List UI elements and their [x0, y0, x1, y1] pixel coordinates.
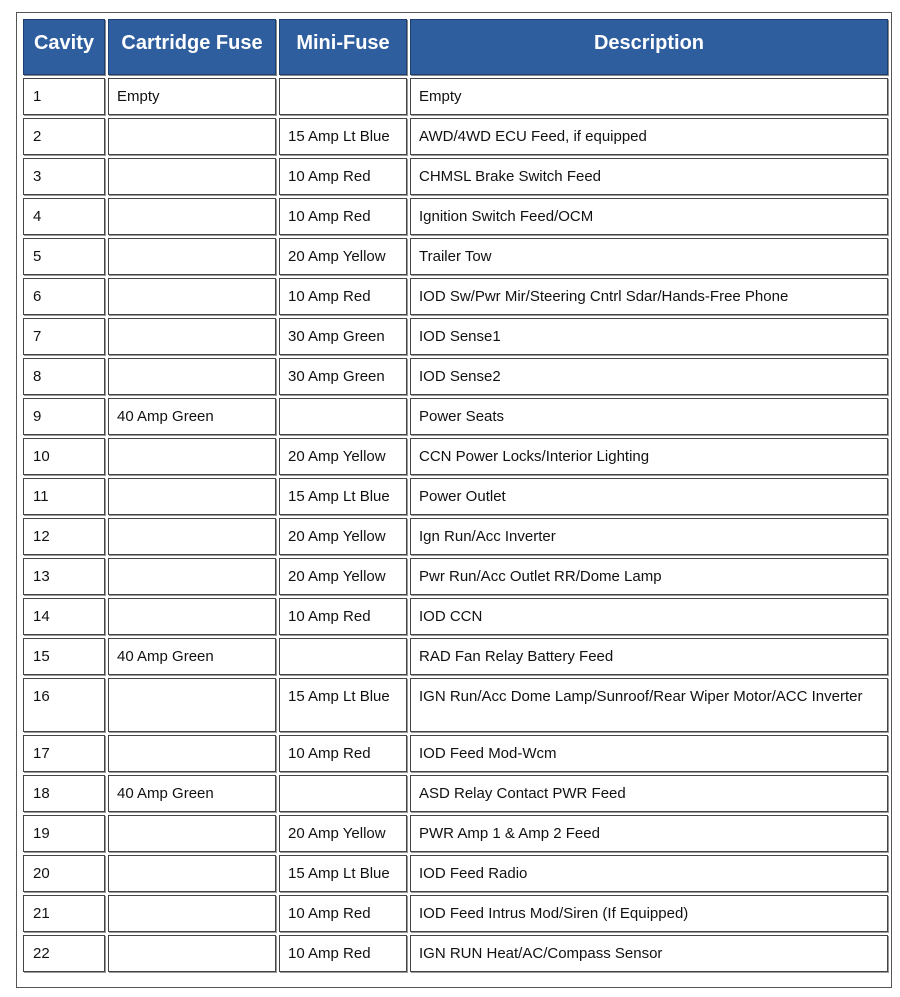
cell-mini-fuse: 20 Amp Yellow	[279, 238, 407, 275]
cell-description: Ignition Switch Feed/OCM	[410, 198, 888, 235]
cell-mini-fuse: 15 Amp Lt Blue	[279, 478, 407, 515]
cell-mini-fuse	[279, 775, 407, 812]
cell-cartridge-fuse	[108, 358, 276, 395]
cell-cavity: 21	[23, 895, 105, 932]
table-row	[23, 398, 888, 435]
cell-description: Power Seats	[410, 398, 888, 435]
cell-cartridge-fuse	[108, 558, 276, 595]
cell-cavity: 20	[23, 855, 105, 892]
cell-cavity: 13	[23, 558, 105, 595]
table-row	[23, 678, 888, 732]
cell-description: IOD Feed Mod-Wcm	[410, 735, 888, 772]
cell-cavity: 9	[23, 398, 105, 435]
cell-description: IOD Feed Radio	[410, 855, 888, 892]
cell-cavity: 6	[23, 278, 105, 315]
cell-cavity: 10	[23, 438, 105, 475]
table-row	[23, 358, 888, 395]
cell-cartridge-fuse	[108, 935, 276, 972]
fuse-table	[20, 16, 891, 975]
cell-cavity: 8	[23, 358, 105, 395]
cell-mini-fuse: 30 Amp Green	[279, 318, 407, 355]
cell-mini-fuse: 10 Amp Red	[279, 935, 407, 972]
cell-cartridge-fuse: 40 Amp Green	[108, 638, 276, 675]
cell-mini-fuse: 10 Amp Red	[279, 278, 407, 315]
cell-mini-fuse: 15 Amp Lt Blue	[279, 855, 407, 892]
cell-description: ASD Relay Contact PWR Feed	[410, 775, 888, 812]
cell-cavity: 12	[23, 518, 105, 555]
table-row	[23, 278, 888, 315]
cell-cavity: 15	[23, 638, 105, 675]
cell-cavity: 16	[23, 678, 105, 732]
table-row	[23, 855, 888, 892]
cell-cavity: 18	[23, 775, 105, 812]
table-row	[23, 895, 888, 932]
cell-mini-fuse	[279, 398, 407, 435]
cell-cartridge-fuse	[108, 118, 276, 155]
cell-cartridge-fuse	[108, 278, 276, 315]
cell-description: IOD CCN	[410, 598, 888, 635]
cell-cartridge-fuse	[108, 855, 276, 892]
table-row	[23, 598, 888, 635]
cell-mini-fuse: 15 Amp Lt Blue	[279, 678, 407, 732]
cell-cavity: 17	[23, 735, 105, 772]
table-row	[23, 735, 888, 772]
cell-cavity: 22	[23, 935, 105, 972]
cell-mini-fuse: 10 Amp Red	[279, 198, 407, 235]
cell-cartridge-fuse	[108, 318, 276, 355]
cell-description: IOD Sw/Pwr Mir/Steering Cntrl Sdar/Hands-Free Phone	[410, 278, 888, 315]
cell-description: Empty	[410, 78, 888, 115]
cell-mini-fuse	[279, 78, 407, 115]
table-row	[23, 158, 888, 195]
cell-cartridge-fuse	[108, 438, 276, 475]
cell-cartridge-fuse	[108, 598, 276, 635]
cell-cartridge-fuse	[108, 238, 276, 275]
cell-cartridge-fuse	[108, 158, 276, 195]
cell-mini-fuse: 10 Amp Red	[279, 158, 407, 195]
cell-description: PWR Amp 1 & Amp 2 Feed	[410, 815, 888, 852]
cell-description: IOD Feed Intrus Mod/Siren (If Equipped)	[410, 895, 888, 932]
table-row	[23, 518, 888, 555]
cell-mini-fuse	[279, 638, 407, 675]
cell-description: Power Outlet	[410, 478, 888, 515]
table-row	[23, 438, 888, 475]
cell-cavity: 4	[23, 198, 105, 235]
cell-cavity: 3	[23, 158, 105, 195]
table-body	[23, 78, 888, 972]
cell-mini-fuse: 15 Amp Lt Blue	[279, 118, 407, 155]
cell-cartridge-fuse: 40 Amp Green	[108, 398, 276, 435]
table-row	[23, 775, 888, 812]
cell-cartridge-fuse	[108, 735, 276, 772]
header-description: Description	[410, 19, 888, 75]
cell-description: IOD Sense2	[410, 358, 888, 395]
cell-cavity: 5	[23, 238, 105, 275]
table-row	[23, 238, 888, 275]
header-mini-fuse: Mini-Fuse	[279, 19, 407, 75]
table-row	[23, 78, 888, 115]
table-row	[23, 935, 888, 972]
table-row	[23, 118, 888, 155]
cell-cavity: 2	[23, 118, 105, 155]
header-row	[23, 19, 888, 75]
cell-cartridge-fuse: 40 Amp Green	[108, 775, 276, 812]
cell-mini-fuse: 20 Amp Yellow	[279, 438, 407, 475]
cell-cavity: 19	[23, 815, 105, 852]
cell-cavity: 7	[23, 318, 105, 355]
header-cavity: Cavity	[23, 19, 105, 75]
cell-description: CHMSL Brake Switch Feed	[410, 158, 888, 195]
cell-mini-fuse: 10 Amp Red	[279, 598, 407, 635]
cell-cartridge-fuse	[108, 895, 276, 932]
cell-cartridge-fuse: Empty	[108, 78, 276, 115]
cell-mini-fuse: 20 Amp Yellow	[279, 518, 407, 555]
cell-description: IGN Run/Acc Dome Lamp/Sunroof/Rear Wiper Motor/ACC Inverter	[410, 678, 888, 732]
header-cartridge-fuse: Cartridge Fuse	[108, 19, 276, 75]
cell-cartridge-fuse	[108, 478, 276, 515]
cell-cavity: 11	[23, 478, 105, 515]
cell-mini-fuse: 20 Amp Yellow	[279, 815, 407, 852]
table-row	[23, 318, 888, 355]
cell-mini-fuse: 10 Amp Red	[279, 735, 407, 772]
cell-description: IOD Sense1	[410, 318, 888, 355]
cell-mini-fuse: 10 Amp Red	[279, 895, 407, 932]
fuse-table-frame	[16, 12, 892, 988]
table-row	[23, 478, 888, 515]
cell-cartridge-fuse	[108, 198, 276, 235]
table-row	[23, 638, 888, 675]
cell-description: Ign Run/Acc Inverter	[410, 518, 888, 555]
cell-description: CCN Power Locks/Interior Lighting	[410, 438, 888, 475]
cell-description: Pwr Run/Acc Outlet RR/Dome Lamp	[410, 558, 888, 595]
cell-description: Trailer Tow	[410, 238, 888, 275]
cell-description: RAD Fan Relay Battery Feed	[410, 638, 888, 675]
cell-description: AWD/4WD ECU Feed, if equipped	[410, 118, 888, 155]
cell-cavity: 14	[23, 598, 105, 635]
cell-cavity: 1	[23, 78, 105, 115]
table-row	[23, 198, 888, 235]
table-row	[23, 815, 888, 852]
cell-description: IGN RUN Heat/AC/Compass Sensor	[410, 935, 888, 972]
table-row	[23, 558, 888, 595]
cell-mini-fuse: 20 Amp Yellow	[279, 558, 407, 595]
cell-cartridge-fuse	[108, 678, 276, 732]
cell-cartridge-fuse	[108, 518, 276, 555]
cell-cartridge-fuse	[108, 815, 276, 852]
cell-mini-fuse: 30 Amp Green	[279, 358, 407, 395]
